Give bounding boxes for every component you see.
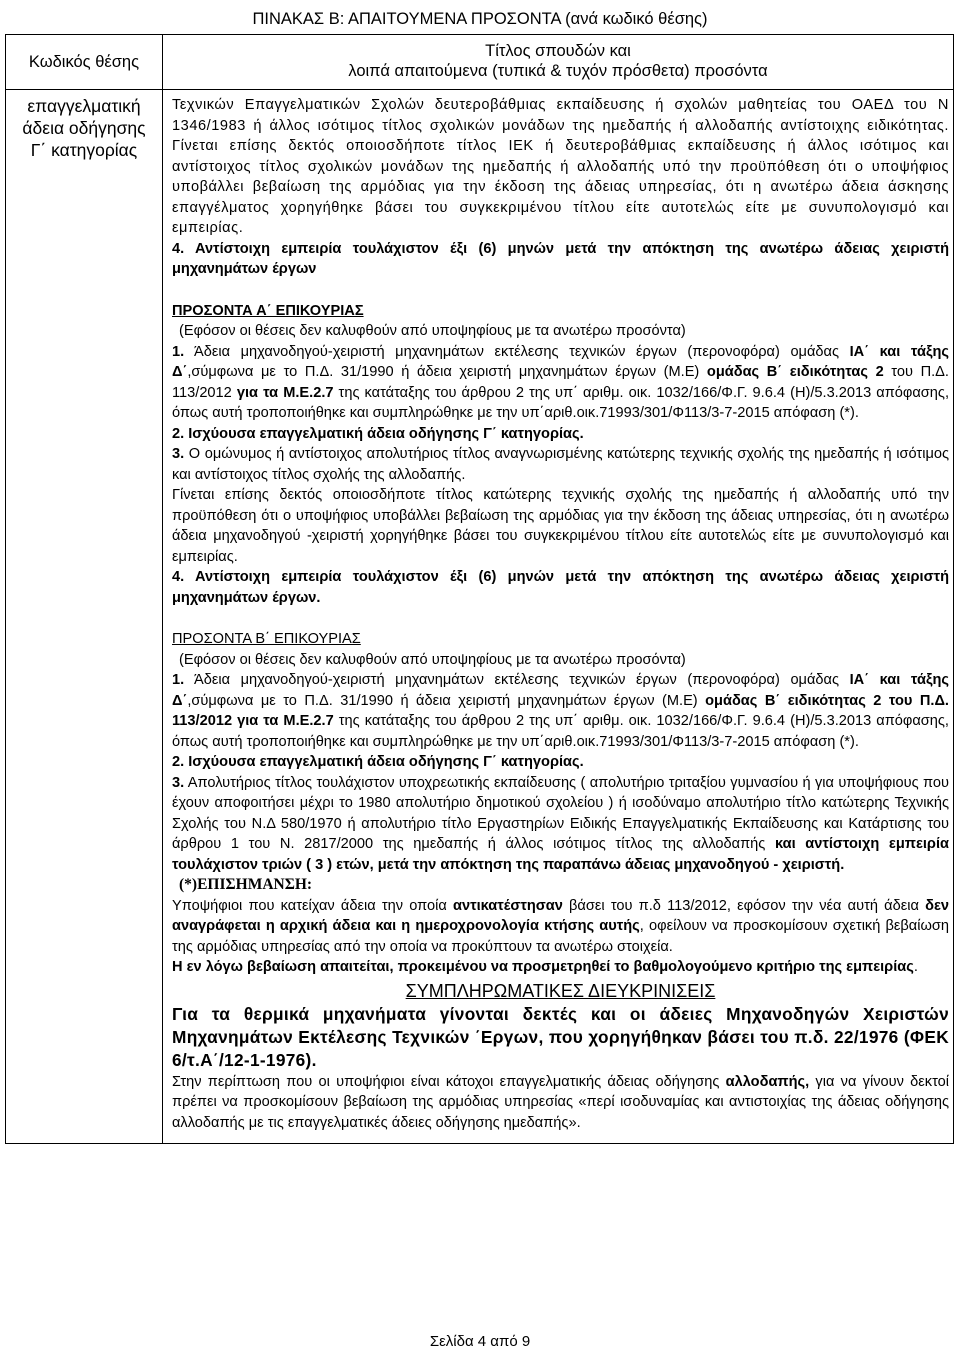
requirements-table: [5, 34, 954, 1144]
intro-text: [172, 95, 949, 239]
section-b-title: ΠΡΟΣΟΝΤΑ Β΄ ΕΠΙΚΟΥΡΙΑΣ: [172, 631, 361, 647]
intro-paragraph-2: Γίνεται επίσης δεκτός οποιοσδήποτε τίτλος ΙΕΚ ή δευτεροβάθμιας εκπαίδευσης ή άλλος ισότιμος και αντίστοιχος τίτλος σχολικών μονάδων της ημεδαπής ή αλλοδαπής υπό την προϋπόθεση ότι ο υποψήφιος υποβάλλει βεβαίωση της αρμόδιας για την έκδοση της άδειας υπηρεσίας, ότι η ανωτέρω άδεια άσκησης επαγγέλματος χορηγήθηκε βάσει του συγκεκριμένου τίτλου είτε αυτοτελώς είτε με συνυπολογισμό και εμπειρίας.: [172, 138, 949, 236]
intro-item-4-text: 4. Αντίστοιχη εμπειρία τουλάχιστον έξι (6) μηνών μετά την απόκτηση της ανωτέρω άδειας χειριστή μηχανημάτων έργων: [172, 240, 949, 277]
note-requirement-text: Η εν λόγω βεβαίωση απαιτείται, προκειμένου να προσμετρηθεί το βαθμολογούμενο κριτήριο της εμπειρίας: [172, 959, 914, 975]
section-a-item-2-text: 2. Ισχύουσα επαγγελματική άδεια οδήγησης Γ΄ κατηγορίας.: [172, 425, 584, 442]
section-b-title-row: [172, 629, 949, 650]
section-a-title: ΠΡΟΣΟΝΤΑ Α΄ ΕΠΙΚΟΥΡΙΑΣ: [172, 302, 364, 319]
category-line1: επαγγελματική: [27, 96, 141, 116]
supplementary-bold-text-content: Για τα θερμικά μηχανήματα γίνονται δεκτές και οι άδειες Μηχανοδηγών Χειριστών Μηχανημάτων Εκτέλεσης Τεχνικών ΄Εργων, που χορηγήθηκαν βάσει του π.δ. 22/1976 (ΦΕΚ 6/τ.Α΄/12-1-1976).: [172, 1003, 949, 1070]
section-a-item-3-text: Ο ομώνυμος ή αντίστοιχος απολυτήριος τίτλος αναγνωρισμένης κατώτερης τεχνικής σχολής της ημεδαπής ή ισότιμος και αντίστοιχος τίτλος σχολής της αλλοδαπής.: [172, 446, 949, 483]
header-qualifications-line1: Τίτλος σπουδών και: [485, 42, 631, 60]
intro-paragraph-1: Τεχνικών Επαγγελματικών Σχολών δευτεροβάθμιας εκπαίδευσης ή σχολών μαθητείας του ΟΑΕΔ του Ν 1346/1983 ή άλλος ισότιμος τίτλος σχολικών μονάδων της ημεδαπής ή αλλοδαπής αντίστοιχης ειδικότητας.: [172, 97, 949, 134]
section-b-item-1-group: ΙΑ΄ και τάξης Δ΄: [172, 672, 949, 709]
header-qualifications-line2: λοιπά απαιτούμενα (τυπικά & τυχόν πρόσθετα) προσόντα: [348, 62, 768, 80]
note-requirement-end: .: [913, 959, 918, 975]
category-line2: άδεια οδήγησης: [22, 118, 146, 138]
supplementary-paragraph-b: αλλοδαπής,: [725, 1073, 810, 1090]
supplementary-paragraph-a: Στην περίπτωση που οι υποψήφιοι είναι κάτοχοι επαγγελματικής άδειας οδήγησης: [172, 1073, 726, 1090]
section-b-item-1: [172, 670, 949, 752]
section-b-item-1-text-a: Άδεια μηχανοδηγού-χειριστή μηχανημάτων εκτέλεσης τεχνικών έργων (περονοφόρα) ομάδας: [184, 672, 850, 688]
section-a-subtitle: (Εφόσον οι θέσεις δεν καλυφθούν από υποψηφίους με τα ανωτέρω προσόντα): [179, 323, 686, 339]
category-line3: Γ΄ κατηγορίας: [30, 140, 138, 160]
note-text: [172, 896, 949, 958]
section-a-item-1-group: ΙΑ΄ και τάξης Δ΄: [172, 343, 949, 380]
note-text-5: , οφείλουν να προσκομίσουν σχετική βεβαίωση της αρμόδιας υπηρεσίας από την οποία να προκύπτουν τα ανωτέρω στοιχεία.: [172, 918, 949, 955]
section-b-item-1-text-c: ,σύμφωνα με το Π.Δ. 31/1990 ή άδεια χειριστή μηχανημάτων έργων (Μ.Ε): [187, 692, 706, 709]
section-b-item-3: [172, 773, 949, 876]
section-a-item-4: [172, 567, 949, 608]
section-a-item-3-cont: Γίνεται επίσης δεκτός οποιοσδήποτε τίτλος κατώτερης τεχνικής σχολής της ημεδαπής ή αλλοδαπής υπό την προϋπόθεση ότι ο υποψήφιος υποβάλλει βεβαίωση της αρμόδιας για την έκδοση της άδειας υπηρεσίας, ότι η ανωτέρω άδεια μηχανοδηγού -χειριστή χορηγήθηκε βάσει του συγκεκριμένου τίτλου είτε αυτοτελώς είτε με συνυπολογισμό και εμπειρίας.: [172, 487, 949, 565]
section-a-item-3: [172, 444, 949, 485]
note-requirement: [172, 957, 949, 978]
section-b-item-3-text: Απολυτήριος τίτλος τουλάχιστον υποχρεωτικής εκπαίδευσης ( απολυτήριο τριταξίου γυμνασίου ή για υποψήφιους που έχουν αποφοιτήσει μέχρι το 1980 απολυτήριο δημοτικού σχολείου ) ή ισοδύναμο απολυτήριο τίτλο κατώτερης Τεχνικής Σχολής του Ν.Δ 580/1970 ή απολυτήριο τίτλο Εργαστηρίων Ειδικής Επαγγελματικής Εκπαίδευσης και Κατάρτισης του άρθρου 1 του Ν. 2817/2000 της ημεδαπής ή άλλος ισότιμος τίτλος της αλλοδαπής: [172, 774, 949, 852]
supplementary-title-row: [172, 979, 949, 1003]
section-b-item-1-specialty: ομάδας Β΄ ειδικότητας 2 του Π.Δ. 113/2012 για τα Μ.Ε.2.7: [172, 692, 949, 729]
qualifications-cell: [163, 90, 954, 1144]
supplementary-bold-text: [172, 1003, 949, 1072]
section-a-item-4-text: 4. Αντίστοιχη εμπειρία τουλάχιστον έξι (6) μηνών μετά την απόκτηση της ανωτέρω άδειας χειριστή μηχανημάτων έργων.: [172, 569, 949, 606]
section-b-item-2-text: 2. Ισχύουσα επαγγελματική άδεια οδήγησης Γ΄ κατηγορίας.: [172, 754, 584, 770]
note-text-3: βάσει του π.δ 113/2012, εφόσον την νέα αυτή άδεια: [562, 897, 926, 914]
table-body-row: [6, 90, 954, 1144]
section-a-item-2: [172, 424, 949, 445]
table-title: ΠΙΝΑΚΑΣ Β: ΑΠΑΙΤΟΥΜΕΝΑ ΠΡΟΣΟΝΤΑ (ανά κωδικό θέσης): [252, 10, 708, 28]
table-header-row: [6, 35, 954, 90]
section-a-item-1: [172, 342, 949, 424]
section-b-item-3-experience: και αντίστοιχη εμπειρία τουλάχιστον τριών ( 3 ) ετών, μετά την απόκτηση της παραπάνω άδειας μηχανοδηγού - χειριστή.: [172, 836, 949, 873]
section-a-item-1-specialty: ομάδας Β΄ ειδικότητας 2: [706, 364, 884, 380]
section-a-item-1-me: για τα Μ.Ε.2.7: [236, 384, 334, 401]
section-b-item-1-number: 1.: [172, 672, 185, 688]
section-a-item-1-text-c: ,σύμφωνα με το Π.Δ. 31/1990 ή άδεια χειριστή μηχανημάτων έργων (Μ.Ε): [187, 364, 707, 380]
supplementary-title: ΣΥΜΠΛΗΡΩΜΑΤΙΚΕΣ ΔΙΕΥΚΡΙΝΙΣΕΙΣ: [405, 980, 716, 1001]
section-a-item-1-text-a: Άδεια μηχανοδηγού-χειριστή μηχανημάτων εκτέλεσης τεχνικών έργων (περονοφόρα) ομάδας: [184, 343, 850, 360]
note-text-4: δεν αναγράφεται η αρχική άδεια και η ημεροχρονολογία κτήσης αυτής: [172, 897, 949, 934]
section-b-item-2: [172, 752, 949, 773]
section-a-item-1-text-g: της κατάταξης του άρθρου 2 της υπ΄ αριθμ. οικ. 1032/166/Φ.Γ. 9.6.4 (Η)/5.3.2013 απόφασης, όπως αυτή τροποποιήθηκε και συμπληρώθηκε με την υπ΄αριθ.οικ.71993/301/Φ113/3-7-2015 απόφαση (*).: [172, 384, 949, 421]
section-b-item-3-number: 3.: [172, 774, 185, 791]
note-label-row: [172, 875, 949, 896]
section-b-item-1-text-g: της κατάταξης του άρθρου 2 της υπ΄ αριθμ. οικ. 1032/166/Φ.Γ. 9.6.4 (Η)/5.3.2013 απόφασης, όπως αυτή τροποποιήθηκε και συμπληρώθηκε με την υπ΄αριθ.οικ.71993/301/Φ113/3-7-2015 απόφαση (*).: [172, 713, 949, 750]
intro-item-4: [172, 239, 949, 280]
section-a-title-row: [172, 301, 949, 322]
header-qualifications: [163, 35, 954, 90]
page-number-footer: Σελίδα 4 από 9: [429, 1333, 531, 1350]
position-category-cell: [6, 90, 163, 1144]
supplementary-paragraph-c: για να γίνουν δεκτοί πρέπει να προσκομίσουν βεβαίωση της αρμόδιας υπηρεσίας «περί ισοδυναμίας και αντιστοιχίας της άδειας οδήγησης αλλοδαπής με τις επαγγελματικές άδειες οδήγησης ημεδαπής».: [172, 1073, 949, 1131]
section-a-item-3-number: 3.: [172, 446, 185, 462]
section-a-item-1-text-e: του Π.Δ. 113/2012: [172, 364, 949, 401]
note-label: (*)ΕΠΙΣΗΜΑΝΣΗ:: [179, 876, 313, 893]
note-text-1: Υποψήφιοι που κατείχαν άδεια την οποία: [172, 897, 453, 914]
note-text-2: αντικατέστησαν: [452, 897, 563, 914]
section-a-item-1-number: 1.: [172, 343, 185, 360]
header-position-code: Κωδικός θέσης: [6, 35, 163, 90]
section-b-subtitle: (Εφόσον οι θέσεις δεν καλυφθούν από υποψηφίους με τα ανωτέρω προσόντα): [179, 651, 686, 668]
supplementary-paragraph: [172, 1072, 949, 1134]
